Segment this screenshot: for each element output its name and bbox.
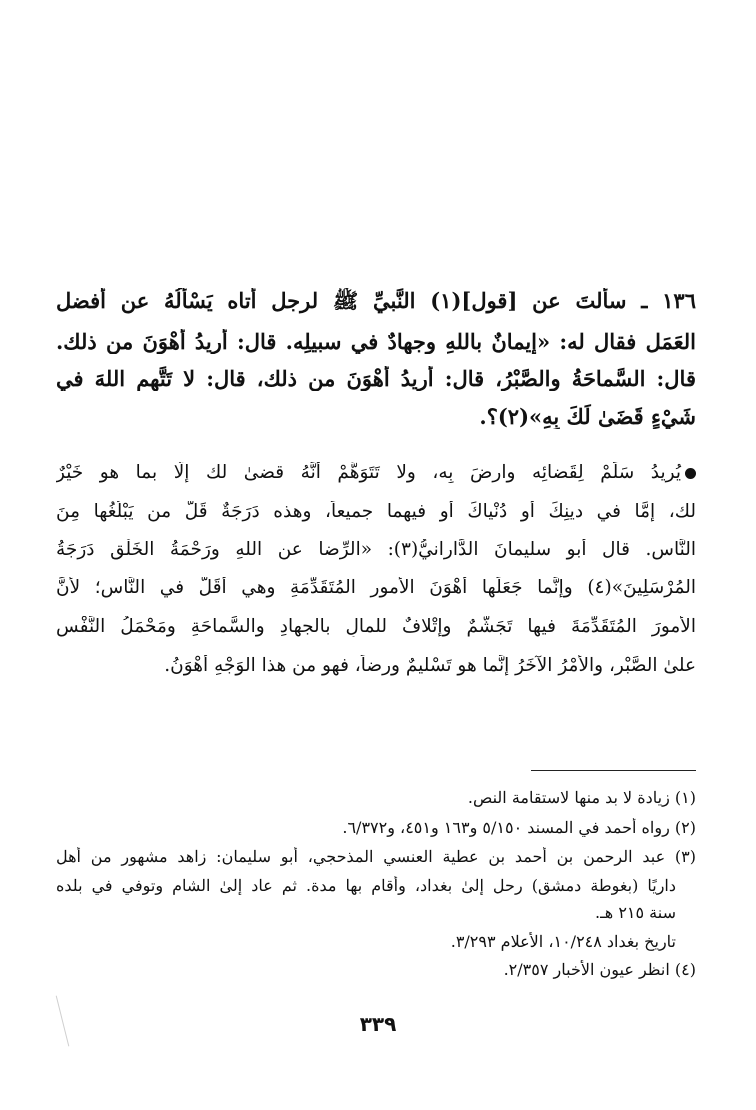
commentary-line-6: علىٰ الصَّبْرِ، والأَمْرُ الآخَرُ إنَّما هو تَسْليمٌ ورِضاً، فهو من هذا الوَجْهِ أهْوَنُ. (164, 655, 696, 676)
footnote-3-line-3: سنة ٢١٥ هـ. (595, 903, 676, 922)
commentary-line-5: الأُمورَ المُتَقَدِّمَةَ فيها تَجَشُّمٌ وإتْلافٌ للمالِ بالجهادِ والسَّماحَةِ ومَحْمَلُ النَّفْسِ (56, 616, 696, 637)
commentary-line-1 (56, 462, 696, 483)
footnote-3-source: تاريخ بغداد ١٠/٢٤٨، الأعلام ٣/٢٩٣. (450, 932, 676, 951)
commentary-line-4: المُرْسَلِينَ»(٤) وإنَّما جَعَلَها أهْوَنَ الأمورِ المُتَقَدِّمَةِ وهي أَقَلُّ في النَّاسِ؛ لأنَّ (56, 577, 696, 598)
question-line-1: ١٣٦ ـ سألتَ عن [قول](١) النَّبيِّ ﷺ لرجل أتاه يَسْألُهُ عن أفضل (56, 288, 696, 313)
footnote-separator (531, 770, 696, 771)
commentary-line-3: النَّاس. قال أبو سليمانَ الدَّارانيُّ(٣): «الرِّضا عن اللهِ ورَحْمَةُ الخَلْقِ دَرَجَةُ (56, 539, 696, 560)
bullet-icon (685, 468, 696, 479)
commentary-text-1: يُريدُ سَلِّمْ لِقَضائِه وارضَ بِه، ولا تَتَوَهَّمْ أَنَّهُ قضىٰ لك إلّا بما هو خَيْرٌ (56, 462, 681, 483)
footnote-2: (٢) رواه أحمد في المسند ٥/١٥٠ و١٦٣ و٤٥١، و٦/٣٧٢. (342, 818, 696, 837)
question-line-2: العَمَل فقال له: «إيمانٌ باللهِ وجهادٌ في سبيلِه. قال: أُريدُ أهْوَنَ من ذلك. (56, 329, 696, 354)
footnote-3-line-1: (٣) عبد الرحمن بن أحمد بن عطية العنسي المذحجي، أبو سليمان: زاهد مشهور من أهل (56, 847, 696, 866)
footnote-1: (١) زيادة لا بد منها لاستقامة النص. (467, 788, 696, 807)
footnote-4: (٤) انظر عيون الأخبار ٢/٣٥٧. (503, 960, 696, 979)
question-line-3: قال: السَّماحَةُ والصَّبْرُ، قال: أُريدُ أهْوَنَ من ذلك، قال: لا تَتَّهِمِ اللهَ في (56, 366, 696, 391)
question-line-4: شَيْءٍ قَضَىٰ لَكَ بِهِ»(٢)؟. (479, 404, 696, 429)
page-number: ٣٣٩ (359, 1012, 397, 1036)
footnote-3-line-2: داريًا (بغوطة دمشق) رحل إلىٰ بغداد، وأقام بها مدة. ثم عاد إلىٰ الشام وتوفي في بلده (56, 876, 676, 895)
commentary-line-2: لك، إمَّا في دينِكَ أو دُنْياكَ أو فيهما جميعاً، وهذه دَرَجَةٌ قَلَّ من يَبْلُغُها مِنَ (56, 501, 696, 522)
